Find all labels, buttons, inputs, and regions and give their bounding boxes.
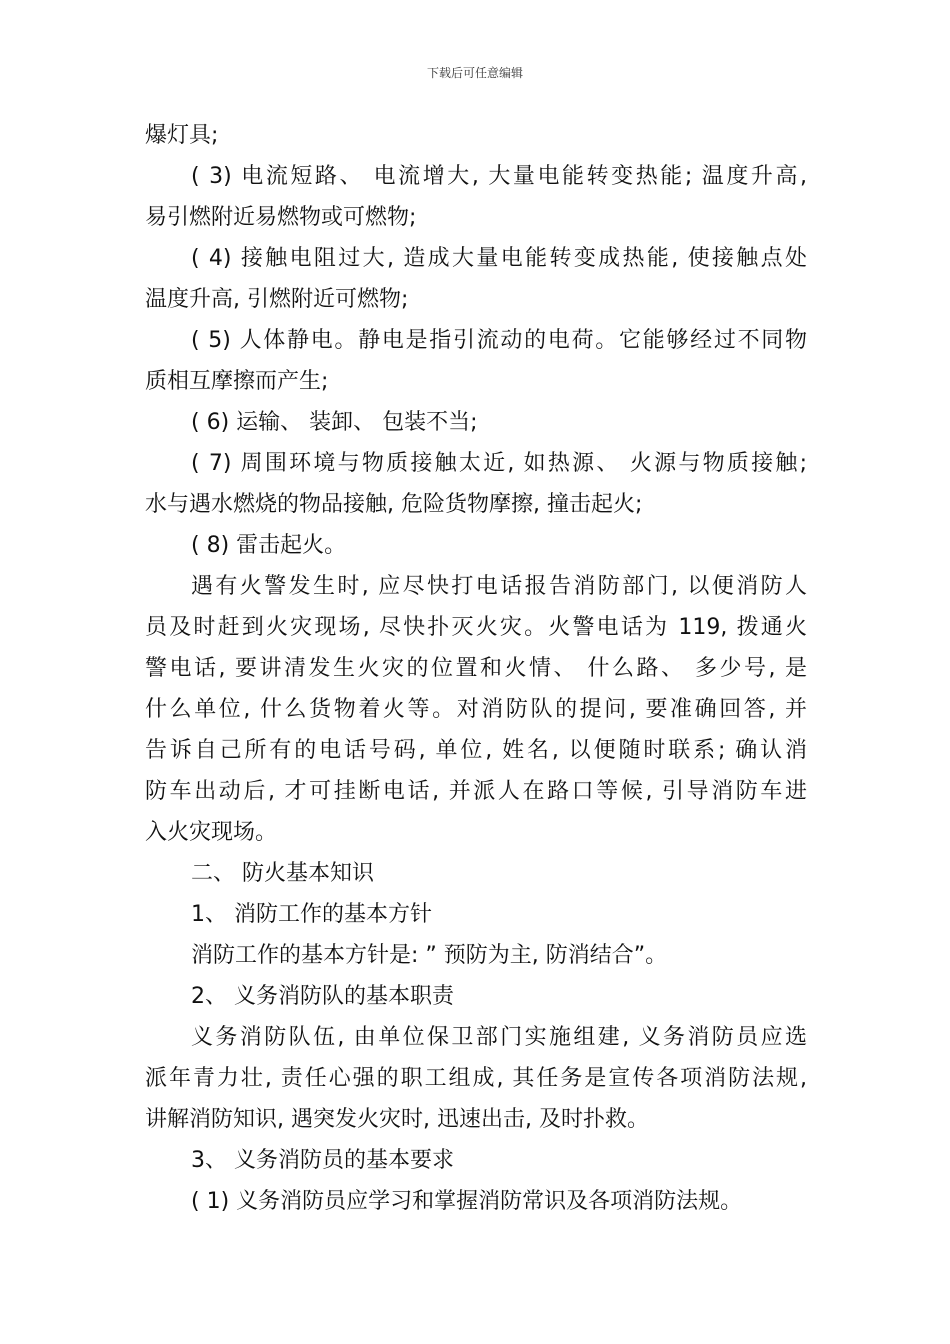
- text-line: ( 7) 周围环境与物质接触太近, 如热源、 火源与物质接触;: [191, 451, 807, 476]
- document-body: [145, 115, 807, 1222]
- text-line: 水与遇水燃烧的物品接触, 危险货物摩擦, 撞击起火;: [145, 492, 643, 517]
- text-line: 讲解消防知识, 遇突发火灾时, 迅速出击, 及时扑救。: [145, 1107, 649, 1132]
- text-line: 1、 消防工作的基本方针: [191, 902, 432, 927]
- text-line: 消防工作的基本方针是: ” 预防为主, 防消结合”。: [191, 943, 668, 968]
- text-line: 爆灯具;: [145, 123, 219, 148]
- text-line: ( 6) 运输、 装卸、 包装不当;: [191, 410, 478, 435]
- text-line: ( 3) 电流短路、 电流增大, 大量电能转变热能; 温度升高,: [191, 164, 807, 189]
- text-line: 2、 义务消防队的基本职责: [191, 984, 454, 1009]
- text-line: 遇有火警发生时, 应尽快打电话报告消防部门, 以便消防人: [191, 574, 807, 599]
- text-line: 防车出动后, 才可挂断电话, 并派人在路口等候, 引导消防车进: [145, 779, 807, 804]
- text-line: 派年青力壮, 责任心强的职工组成, 其任务是宣传各项消防法规,: [145, 1066, 807, 1091]
- text-line: 义务消防队伍, 由单位保卫部门实施组建, 义务消防员应选: [191, 1025, 807, 1050]
- text-line: 告诉自己所有的电话号码, 单位, 姓名, 以便随时联系; 确认消: [145, 738, 807, 763]
- text-line: 员及时赶到火灾现场, 尽快扑灭火灾。火警电话为 119, 拨通火: [145, 615, 807, 640]
- text-line: 质相互摩擦而产生;: [145, 369, 329, 394]
- page-header: 下载后可任意编辑: [426, 66, 523, 80]
- text-line: 警电话, 要讲清发生火灾的位置和火情、 什么路、 多少号, 是: [145, 656, 807, 681]
- text-line: 入火灾现场。: [145, 820, 278, 845]
- text-line: 3、 义务消防员的基本要求: [191, 1148, 454, 1173]
- text-line: ( 4) 接触电阻过大, 造成大量电能转变成热能, 使接触点处: [191, 246, 807, 271]
- text-line: 易引燃附近易燃物或可燃物;: [145, 205, 417, 230]
- text-line: 温度升高, 引燃附近可燃物;: [145, 287, 409, 312]
- text-line: 什么单位, 什么货物着火等。对消防队的提问, 要准确回答, 并: [145, 697, 807, 722]
- text-line: ( 5) 人体静电。静电是指引流动的电荷。它能够经过不同物: [191, 328, 807, 353]
- text-line: ( 1) 义务消防员应学习和掌握消防常识及各项消防法规。: [191, 1189, 743, 1214]
- text-line: ( 8) 雷击起火。: [191, 533, 347, 558]
- text-line: 二、 防火基本知识: [191, 861, 374, 886]
